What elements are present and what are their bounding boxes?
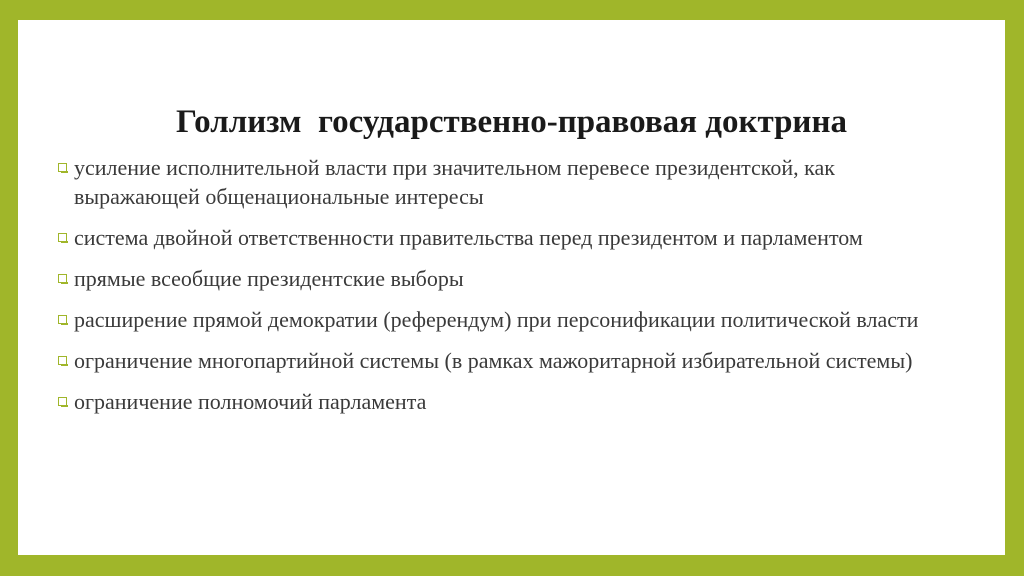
bullet-text: система двойной ответственности правительства перед президентом и парламентом <box>74 225 863 250</box>
square-bullet-icon <box>58 315 67 324</box>
list-item <box>58 305 958 334</box>
bullet-text: расширение прямой демократии (референдум) при персонификации политической власти <box>74 307 919 332</box>
square-bullet-icon <box>58 356 67 365</box>
bullet-text: ограничение полномочий парламента <box>74 389 427 414</box>
bullet-text: прямые всеобщие президентские выборы <box>74 266 464 291</box>
bullet-text: ограничение многопартийной системы (в рамках мажоритарной избирательной системы) <box>74 348 913 373</box>
bullet-list <box>58 153 958 428</box>
list-item <box>58 346 958 375</box>
list-item <box>58 264 958 293</box>
square-bullet-icon <box>58 397 67 406</box>
square-bullet-icon <box>58 163 67 172</box>
slide-canvas <box>18 20 1005 555</box>
list-item <box>58 153 958 211</box>
list-item <box>58 387 958 416</box>
square-bullet-icon <box>58 274 67 283</box>
slide-title: Голлизм государственно-правовая доктрина <box>176 104 847 140</box>
bullet-text: усиление исполнительной власти при значительном перевесе президентской, как выражающей общенациональные интересы <box>74 155 835 209</box>
square-bullet-icon <box>58 233 67 242</box>
list-item <box>58 223 958 252</box>
